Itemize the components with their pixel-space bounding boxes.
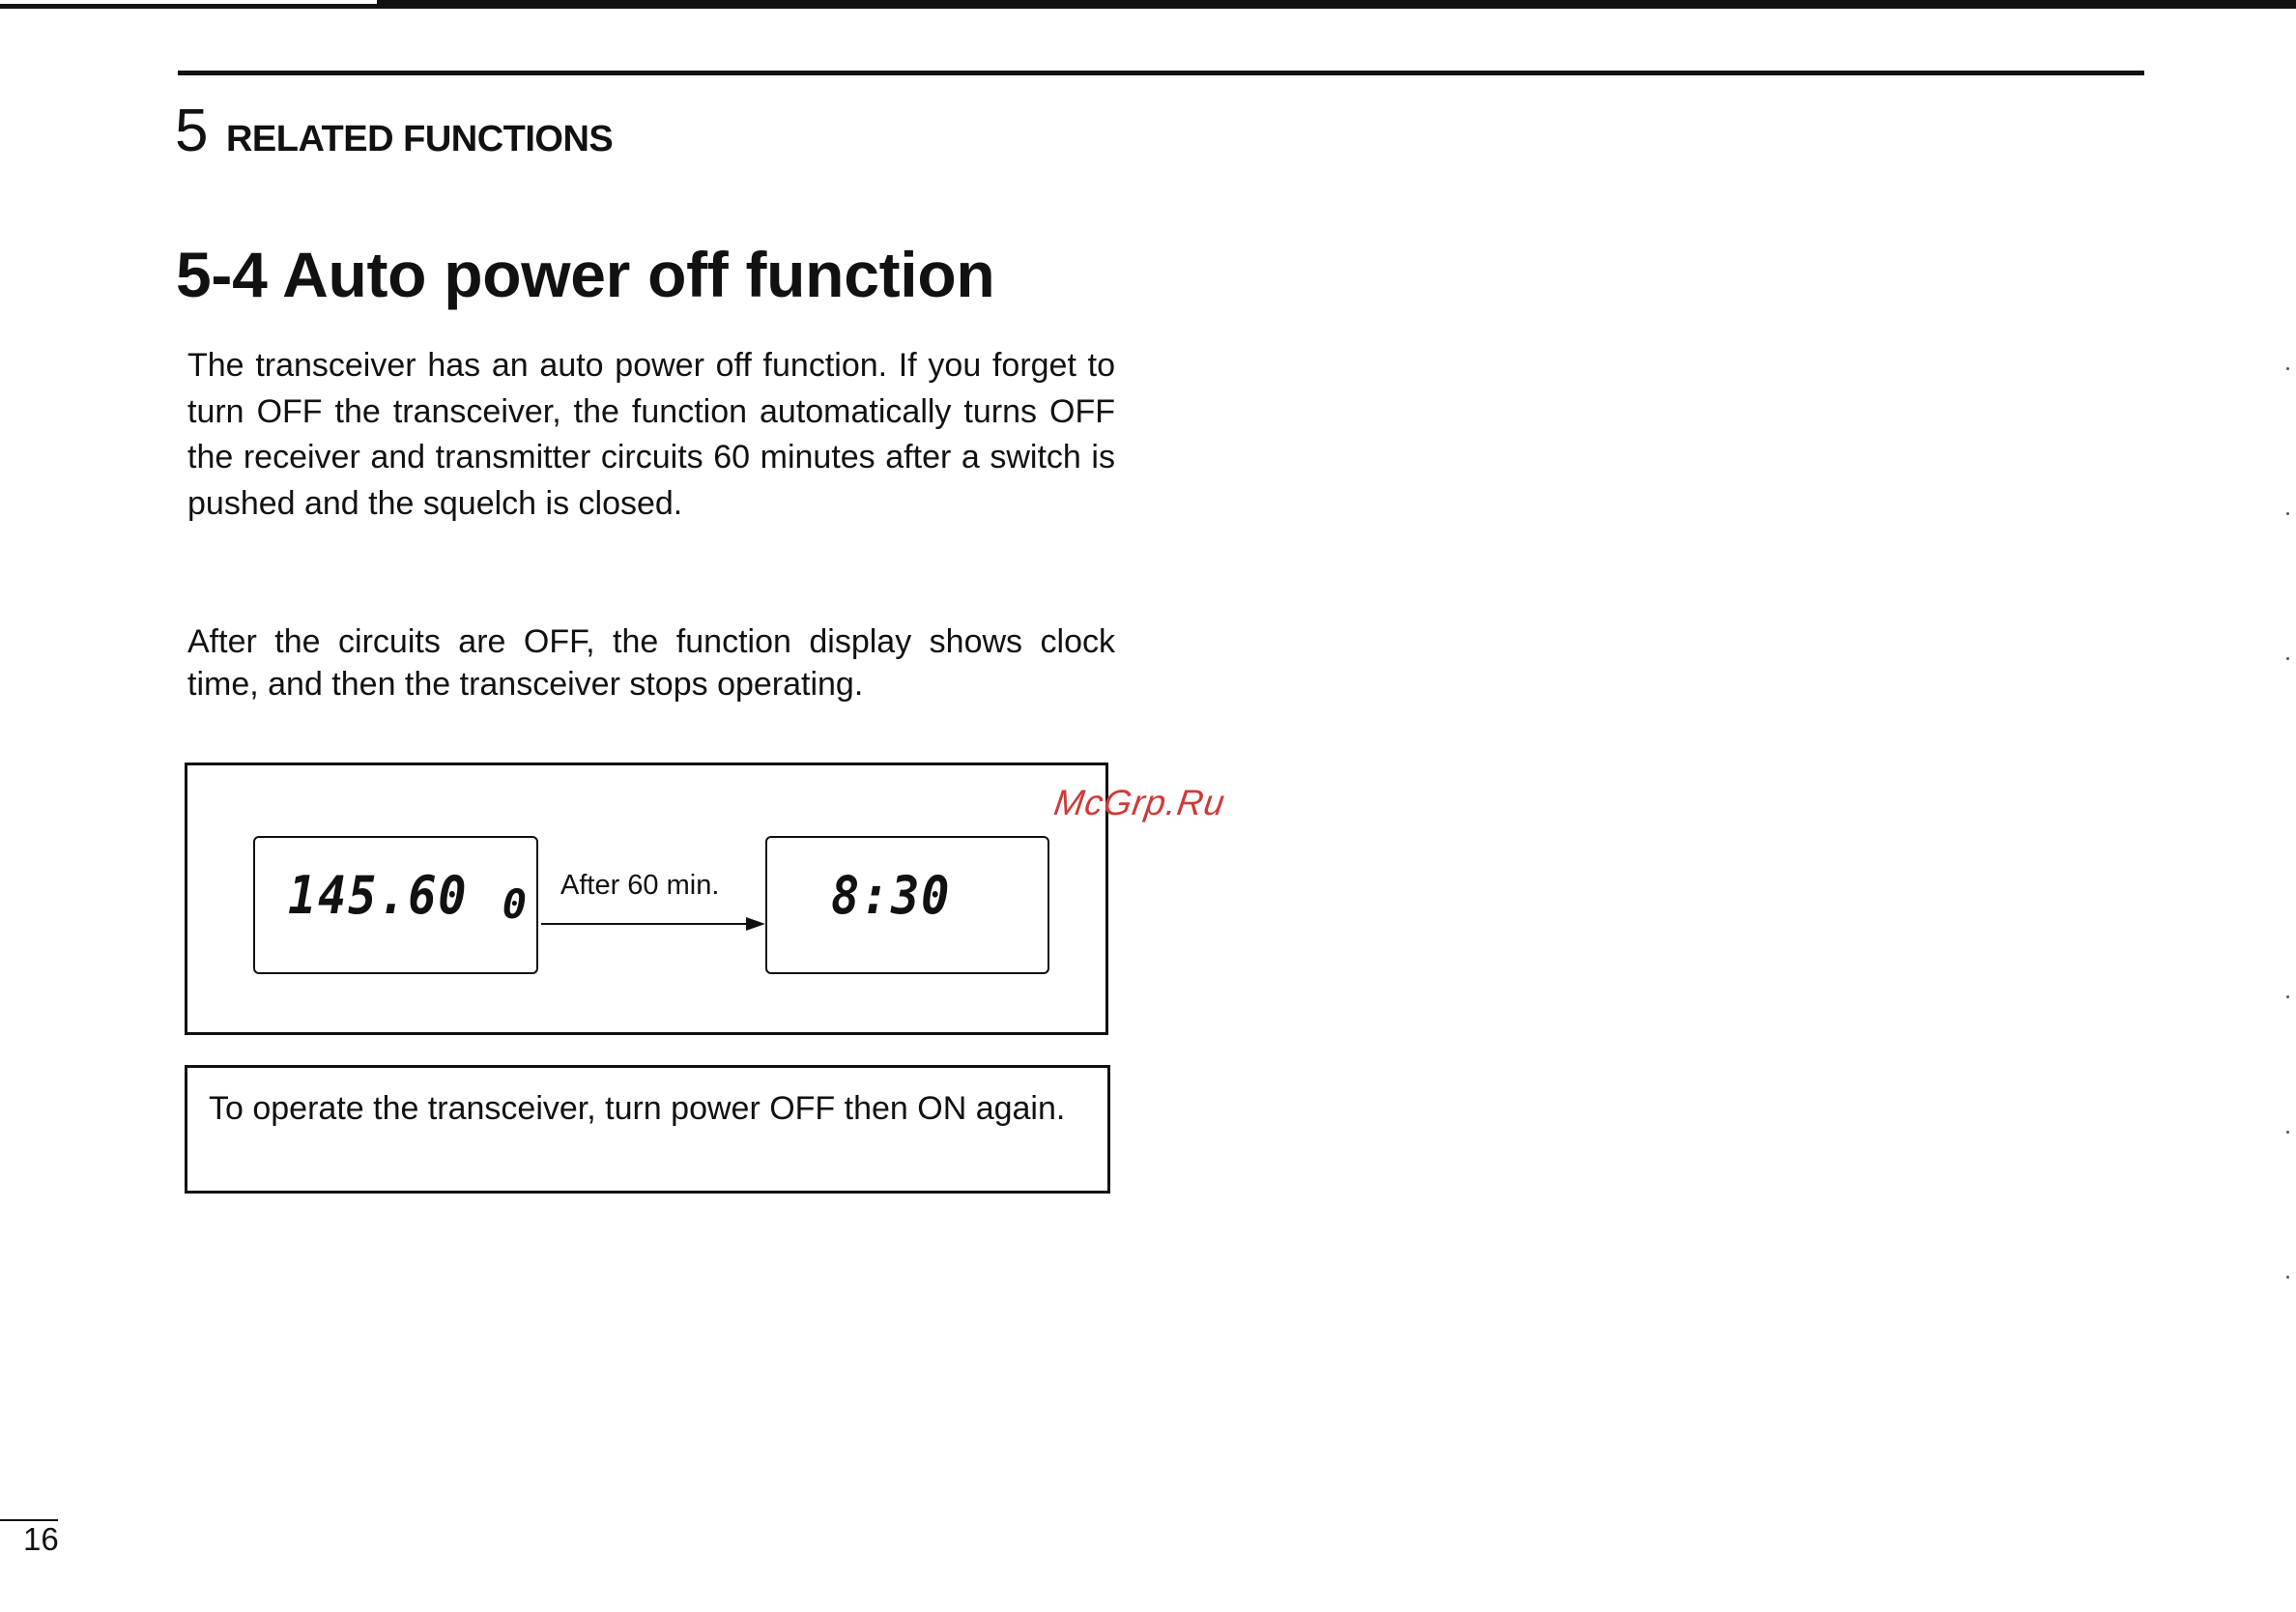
clock-paragraph: After the circuits are OFF, the function display shows clock time, and then the transceiver stops operating. [187, 623, 1115, 703]
scan-speck [2286, 512, 2289, 515]
display-figure [185, 763, 1108, 1035]
chapter-title: RELATED FUNCTIONS [225, 119, 614, 159]
scan-speck [2286, 657, 2289, 660]
lcd-display-after [765, 836, 1049, 974]
chapter-number: 5 [175, 98, 209, 164]
clock-readout: 8:30 [831, 865, 952, 926]
intro-paragraph: The transceiver has an auto power off function. If you forget to turn OFF the transceiver, the function automatically turns OFF the receiver and transmitter circuits 60 minutes after a switch is pushed and the squelch is closed. [187, 347, 1115, 522]
transition-label: After 60 min. [560, 870, 720, 901]
scan-speck [2286, 995, 2289, 998]
chapter-heading [175, 97, 613, 165]
scan-speck [2286, 1276, 2289, 1279]
top-border-gap [0, 0, 377, 4]
scan-speck [2286, 367, 2289, 370]
lcd-display-before [253, 836, 538, 974]
note-box: To operate the transceiver, turn power OFF then ON again. [185, 1065, 1110, 1194]
frequency-readout: 145.60 [288, 865, 469, 926]
arrow-right-icon [746, 917, 765, 931]
arrow-line [541, 923, 752, 925]
memory-indicator: 0 [502, 880, 527, 928]
scan-speck [2286, 1131, 2289, 1134]
header-rule [178, 71, 2144, 75]
page-number: 16 [23, 1521, 59, 1557]
section-title: 5-4 Auto power off function [176, 239, 995, 310]
watermark: McGrp.Ru [1051, 783, 1228, 822]
